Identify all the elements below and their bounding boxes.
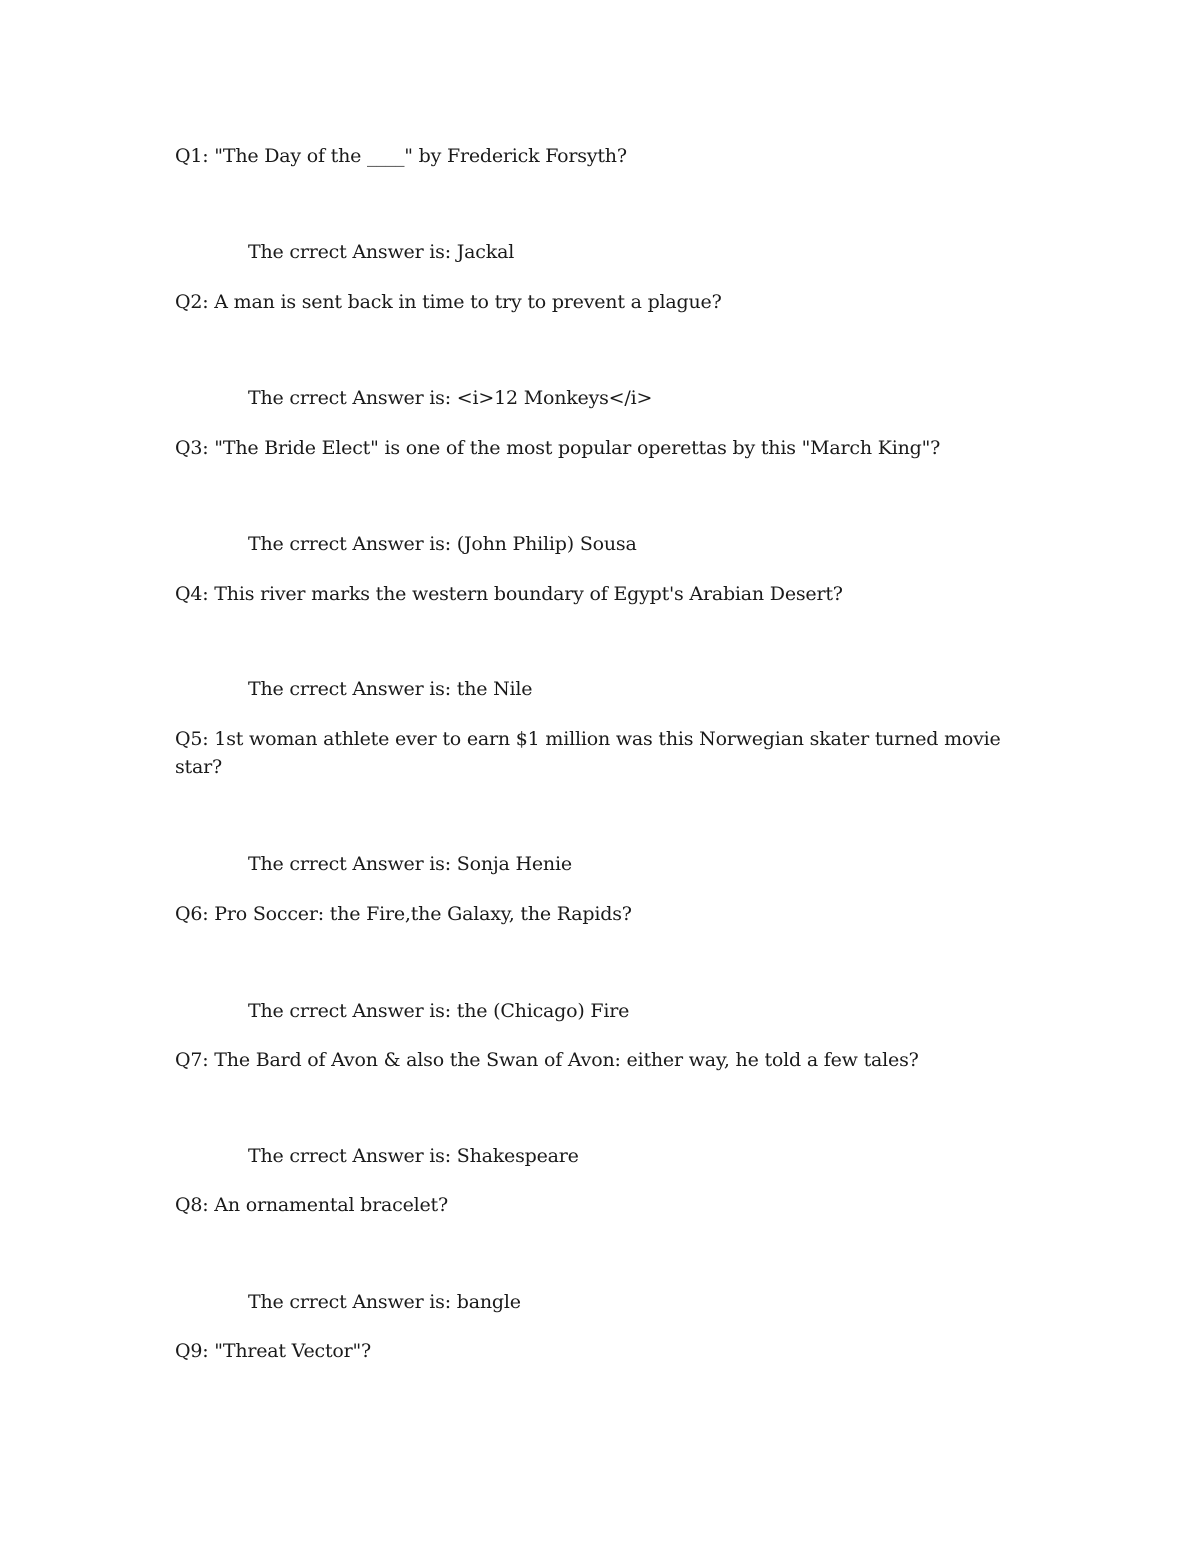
answer-7: The crrect Answer is: Shakespeare [248,1145,579,1167]
question-5: Q5: 1st woman athlete ever to earn $1 million was this Norwegian skater turned movie star? [175,728,1007,778]
question-6: Q6: Pro Soccer: the Fire,the Galaxy, the Rapids? [175,903,632,925]
answer-2: The crrect Answer is: <i>12 Monkeys</i> [248,387,653,409]
question-9: Q9: "Threat Vector"? [175,1340,372,1362]
question-7: Q7: The Bard of Avon & also the Swan of Avon: either way, he told a few tales? [175,1049,919,1071]
question-3: Q3: "The Bride Elect" is one of the most popular operettas by this "March King"? [175,437,941,459]
question-8: Q8: An ornamental bracelet? [175,1194,448,1216]
question-2: Q2: A man is sent back in time to try to prevent a plague? [175,291,722,313]
question-1: Q1: "The Day of the ____" by Frederick Forsyth? [175,145,627,167]
answer-6: The crrect Answer is: the (Chicago) Fire [248,1000,630,1022]
answer-8: The crrect Answer is: bangle [248,1291,521,1313]
answer-1: The crrect Answer is: Jackal [248,241,515,263]
answer-5: The crrect Answer is: Sonja Henie [248,853,572,875]
answer-3: The crrect Answer is: (John Philip) Sousa [248,533,637,555]
answer-4: The crrect Answer is: the Nile [248,678,533,700]
question-4: Q4: This river marks the western boundary of Egypt's Arabian Desert? [175,583,843,605]
